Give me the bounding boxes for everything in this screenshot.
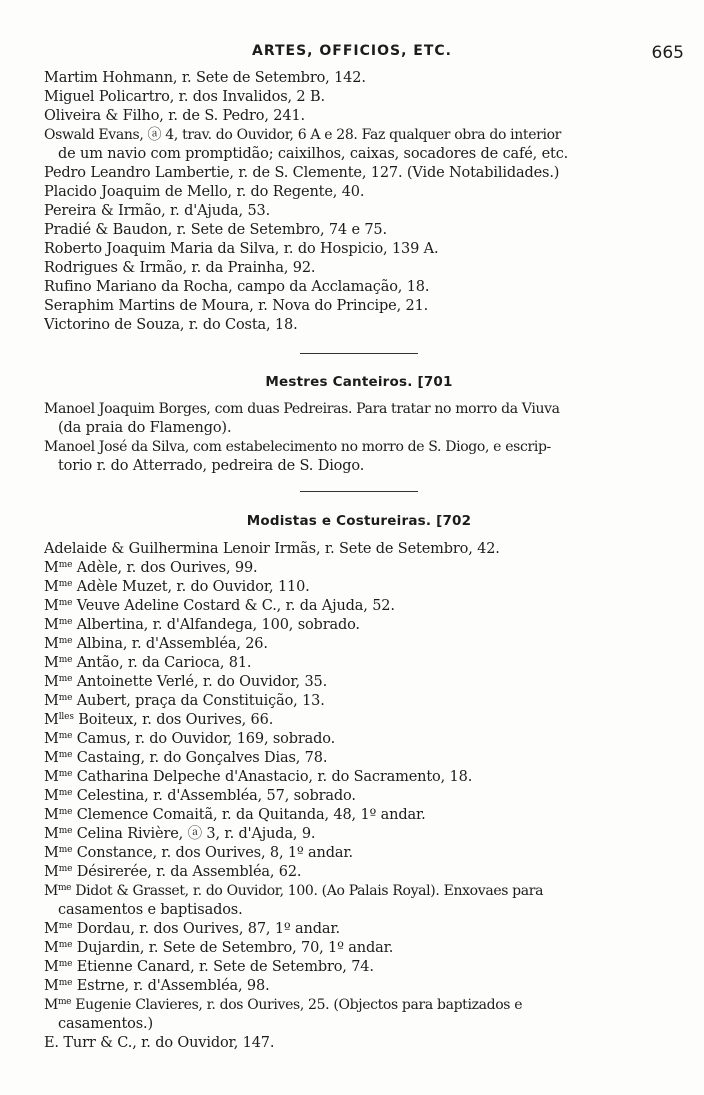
list-item: Miguel Policartro, r. dos Invalidos, 2 B. [44, 89, 325, 105]
list-item: Roberto Joaquim Maria da Silva, r. do Hospicio, 139 A. [44, 241, 439, 257]
list-item-continuation: de um navio com promptidão; caixilhos, caixas, socadores de café, etc. [58, 146, 569, 162]
title-prefix: $M^{me}$ [44, 845, 73, 861]
title-prefix-superscript: me [58, 845, 73, 855]
title-prefix-superscript: me [58, 750, 73, 760]
running-head [0, 43, 704, 67]
list-item-text: Adèle, r. dos Ourives, 99. [76, 560, 258, 576]
title-prefix: $M^{me}$ [44, 655, 73, 671]
list-item-text: Dujardin, r. Sete de Setembro, 70, 1º andar. [76, 940, 394, 956]
list-item-text: casamentos e baptisados. [58, 902, 243, 918]
title-prefix: $M^{me}$ [44, 807, 73, 823]
list-item-text: Camus, r. do Ouvidor, 169, sobrado. [76, 731, 336, 747]
list-item-text: Antoinette Verlé, r. do Ouvidor, 35. [76, 674, 328, 690]
list-item: Oliveira & Filho, r. de S. Pedro, 241. [44, 108, 305, 124]
title-prefix-superscript: me [58, 560, 73, 570]
title-prefix-superscript: me [58, 978, 73, 988]
list-item-text: Celina Rivière, ⓐ 3, r. d'Ajuda, 9. [76, 826, 316, 842]
title-prefix-superscript: me [58, 864, 73, 874]
list-item [44, 787, 674, 806]
list-item-text: Dordau, r. dos Ourives, 87, 1º andar. [76, 921, 340, 937]
list-item [44, 863, 674, 882]
title-prefix: $M^{me}$ [44, 883, 72, 899]
list-item-text: Estrne, r. d'Assembléa, 98. [76, 978, 270, 994]
list-item-text: Constance, r. dos Ourives, 8, 1º andar. [76, 845, 354, 861]
list-item-continuation: (da praia do Flamengo). [58, 420, 232, 436]
page-number: 665 [651, 43, 684, 63]
section-divider [300, 353, 418, 354]
list-item [44, 882, 674, 901]
list-item: Oswald Evans, ⓐ 4, trav. do Ouvidor, 6 A e 28. Faz qualquer obra do interior [44, 127, 562, 143]
list-item [44, 768, 674, 787]
title-prefix-superscript: me [58, 598, 73, 608]
section-modistas-divider [44, 491, 674, 492]
title-prefix: $M^{me}$ [44, 864, 73, 880]
list-item-text: Etienne Canard, r. Sete de Setembro, 74. [76, 959, 374, 975]
list-item: Rodrigues & Irmão, r. da Prainha, 92. [44, 260, 316, 276]
title-prefix-superscript: me [58, 921, 73, 931]
list-item-text: Albertina, r. d'Alfandega, 100, sobrado. [76, 617, 360, 633]
title-prefix-superscript: me [58, 826, 73, 836]
list-item [44, 939, 674, 958]
list-item-text: Désirerée, r. da Assembléa, 62. [76, 864, 302, 880]
list-item [44, 977, 674, 996]
list-item-text: Adèle Muzet, r. do Ouvidor, 110. [76, 579, 310, 595]
list-item [44, 1034, 674, 1053]
list-item [44, 730, 674, 749]
section-canteiros-body [44, 372, 674, 476]
list-item [44, 806, 674, 825]
list-item: Martim Hohmann, r. Sete de Setembro, 142. [44, 70, 366, 86]
list-item [44, 958, 674, 977]
title-prefix: $M^{me}$ [44, 674, 73, 690]
title-prefix-superscript: me [58, 579, 73, 589]
title-prefix: $M^{lles}$ [44, 712, 74, 728]
list-item [44, 635, 674, 654]
list-item: Rufino Mariano da Rocha, campo da Acclamação, 18. [44, 279, 430, 295]
list-item-text: Albina, r. d'Assembléa, 26. [76, 636, 268, 652]
title-prefix: $M^{me}$ [44, 598, 73, 614]
list-item-continuation [44, 1015, 674, 1034]
title-prefix: $M^{me}$ [44, 788, 73, 804]
list-item-continuation [44, 901, 674, 920]
list-item: Manoel José da Silva, com estabelecimento no morro de S. Diogo, e escrip- [44, 439, 551, 455]
modistas-list [44, 559, 674, 1053]
list-item-continuation: torio r. do Atterrado, pedreira de S. Diogo. [58, 458, 365, 474]
list-item-text: E. Turr & C., r. do Ouvidor, 147. [44, 1035, 275, 1051]
section-modistas [44, 511, 674, 1053]
title-prefix-superscript: me [58, 617, 73, 627]
title-prefix: $M^{me}$ [44, 693, 73, 709]
title-prefix-superscript: me [58, 997, 72, 1007]
list-item [44, 996, 674, 1015]
list-item-text: Eugenie Clavieres, r. dos Ourives, 25. (Objectos para baptizados e [75, 997, 523, 1013]
list-item-text: Celestina, r. d'Assembléa, 57, sobrado. [76, 788, 356, 804]
listing-block-continued [44, 69, 674, 335]
list-item [44, 616, 674, 635]
title-prefix-superscript: me [58, 655, 73, 665]
title-prefix: $M^{me}$ [44, 560, 73, 576]
list-item-text: Boiteux, r. dos Ourives, 66. [78, 712, 274, 728]
section-title: Modistas e Costureiras. [702 [246, 513, 472, 529]
list-item-text: Aubert, praça da Constituição, 13. [76, 693, 325, 709]
title-prefix-superscript: me [58, 769, 73, 779]
list-item: Pradié & Baudon, r. Sete de Setembro, 74 e 75. [44, 222, 387, 238]
title-prefix: $M^{me}$ [44, 826, 73, 842]
title-prefix-superscript: me [58, 693, 73, 703]
list-item [44, 597, 674, 616]
list-item [44, 844, 674, 863]
title-prefix-superscript: me [58, 883, 72, 893]
list-item [44, 825, 674, 844]
title-prefix: $M^{me}$ [44, 579, 73, 595]
list-item-text: Didot & Grasset, r. do Ouvidor, 100. (Ao Palais Royal). Enxovaes para [75, 883, 544, 899]
list-item: Manoel Joaquim Borges, com duas Pedreiras. Para tratar no morro da Viuva [44, 401, 560, 417]
title-prefix: $M^{me}$ [44, 731, 73, 747]
list-item [44, 673, 674, 692]
title-prefix: $M^{me}$ [44, 940, 73, 956]
title-prefix-superscript: me [58, 788, 73, 798]
title-prefix-superscript: me [58, 731, 73, 741]
title-prefix: $M^{me}$ [44, 997, 72, 1013]
list-item-text: Antão, r. da Carioca, 81. [76, 655, 252, 671]
list-item: Pedro Leandro Lambertie, r. de S. Clemente, 127. (Vide Notabilidades.) [44, 165, 560, 181]
list-item-text: Castaing, r. do Gonçalves Dias, 78. [76, 750, 328, 766]
title-prefix: $M^{me}$ [44, 769, 73, 785]
list-item: Adelaide & Guilhermina Lenoir Irmãs, r. Sete de Setembro, 42. [44, 541, 500, 557]
title-prefix-superscript: lles [58, 712, 74, 722]
section-divider [300, 491, 418, 492]
title-prefix-superscript: me [58, 959, 73, 969]
section-title: Mestres Canteiros. [701 [265, 374, 453, 390]
list-item-text: Catharina Delpeche d'Anastacio, r. do Sacramento, 18. [76, 769, 473, 785]
title-prefix: $M^{me}$ [44, 617, 73, 633]
list-item: Seraphim Martins de Moura, r. Nova do Principe, 21. [44, 298, 429, 314]
title-prefix-superscript: me [58, 674, 73, 684]
list-item-text: casamentos.) [58, 1016, 153, 1032]
list-item [44, 920, 674, 939]
title-prefix: $M^{me}$ [44, 978, 73, 994]
title-prefix-superscript: me [58, 636, 73, 646]
running-title: ARTES, OFFICIOS, ETC. [252, 43, 452, 59]
title-prefix-superscript: me [58, 940, 73, 950]
title-prefix: $M^{me}$ [44, 750, 73, 766]
list-item: Placido Joaquim de Mello, r. do Regente, 40. [44, 184, 365, 200]
title-prefix-superscript: me [58, 807, 73, 817]
list-item-text: Clemence Comaitã, r. da Quitanda, 48, 1º andar. [76, 807, 426, 823]
list-item: Pereira & Irmão, r. d'Ajuda, 53. [44, 203, 271, 219]
list-item [44, 692, 674, 711]
list-item [44, 559, 674, 578]
title-prefix: $M^{me}$ [44, 959, 73, 975]
section-canteiros [44, 353, 674, 354]
list-item [44, 749, 674, 768]
list-item-text: Veuve Adeline Costard & C., r. da Ajuda, 52. [76, 598, 395, 614]
list-item [44, 654, 674, 673]
title-prefix: $M^{me}$ [44, 636, 73, 652]
list-item: Victorino de Souza, r. do Costa, 18. [44, 317, 298, 333]
list-item [44, 578, 674, 597]
list-item [44, 711, 674, 730]
title-prefix: $M^{me}$ [44, 921, 73, 937]
